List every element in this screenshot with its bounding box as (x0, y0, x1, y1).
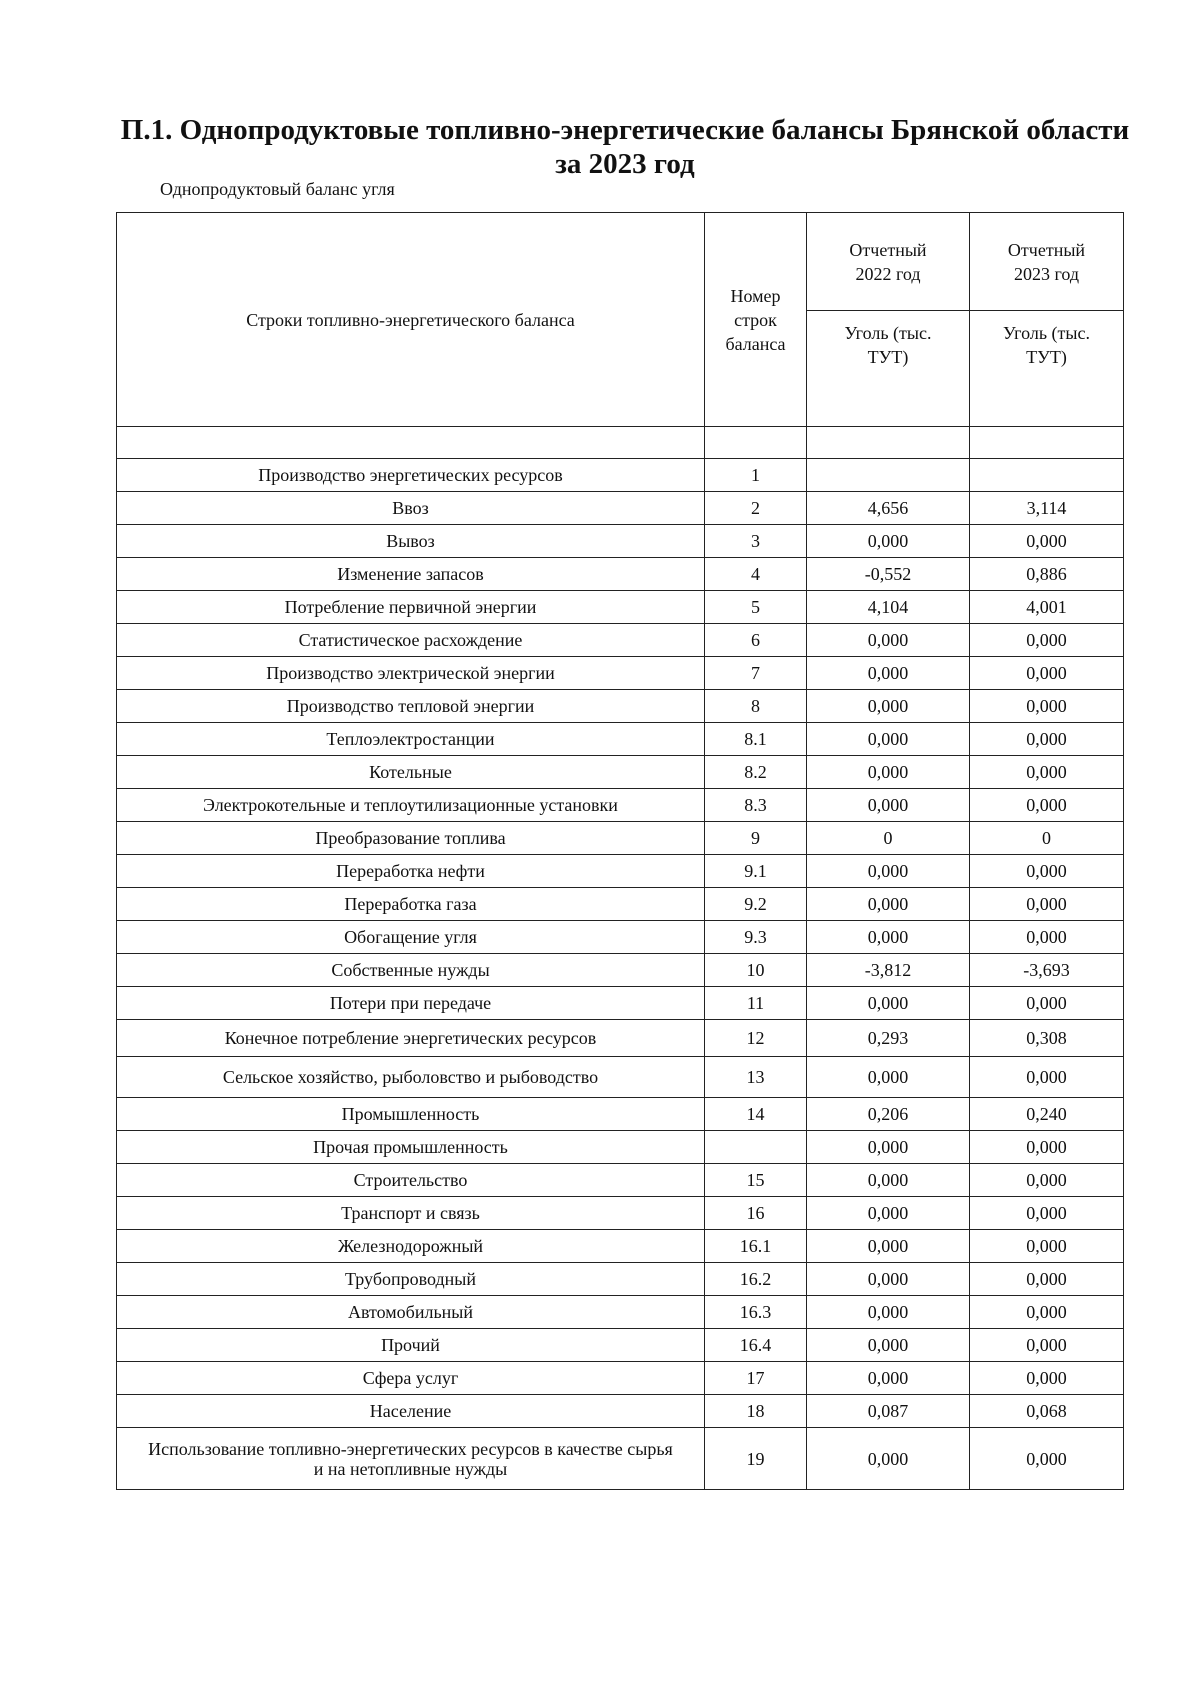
row-number: 15 (705, 1164, 807, 1197)
row-label: Сфера услуг (117, 1362, 705, 1395)
value-2023: -3,693 (970, 954, 1124, 987)
value-2023: 0,000 (970, 921, 1124, 954)
header-period-2022: Отчетный 2022 год (807, 213, 970, 311)
row-number: 6 (705, 624, 807, 657)
row-label: Потребление первичной энергии (117, 591, 705, 624)
table-subtitle: Однопродуктовый баланс угля (160, 179, 395, 199)
row-label: Потери при передаче (117, 987, 705, 1020)
header-period-2023: Отчетный 2023 год (970, 213, 1124, 311)
value-2023: 0,000 (970, 987, 1124, 1020)
value-2022: 0,087 (807, 1395, 970, 1428)
table-row (117, 624, 1124, 657)
value-2023: 0,000 (970, 1263, 1124, 1296)
value-2022: -0,552 (807, 558, 970, 591)
value-2022: 4,656 (807, 492, 970, 525)
table-row (117, 1428, 1124, 1490)
table-row (117, 723, 1124, 756)
row-number: 4 (705, 558, 807, 591)
row-number: 18 (705, 1395, 807, 1428)
value-2023: 0,886 (970, 558, 1124, 591)
table-row (117, 954, 1124, 987)
row-number: 8.2 (705, 756, 807, 789)
row-number: 19 (705, 1428, 807, 1490)
value-2023: 0,000 (970, 1329, 1124, 1362)
row-label: Железнодорожный (117, 1230, 705, 1263)
value-2022: 0,000 (807, 1131, 970, 1164)
row-label: Строительство (117, 1164, 705, 1197)
value-2022: 0,000 (807, 1230, 970, 1263)
row-number: 12 (705, 1020, 807, 1057)
value-2023: 0,000 (970, 1057, 1124, 1098)
value-2022: 0,000 (807, 921, 970, 954)
table-row (117, 1020, 1124, 1057)
row-label: Производство энергетических ресурсов (117, 459, 705, 492)
value-2023: 0,000 (970, 855, 1124, 888)
row-label: Сельское хозяйство, рыболовство и рыбоводство (117, 1057, 705, 1098)
row-number: 16.2 (705, 1263, 807, 1296)
value-2023: 0 (970, 822, 1124, 855)
row-label: Вывоз (117, 525, 705, 558)
value-2022: 0,000 (807, 525, 970, 558)
value-2022 (807, 459, 970, 492)
row-number: 2 (705, 492, 807, 525)
table-row (117, 1263, 1124, 1296)
row-number: 7 (705, 657, 807, 690)
value-2023: 0,000 (970, 1131, 1124, 1164)
row-label: Обогащение угля (117, 921, 705, 954)
header-unit-2022: Уголь (тыс. ТУТ) (807, 311, 970, 427)
value-2022: 0,000 (807, 855, 970, 888)
table-row (117, 1057, 1124, 1098)
value-2022: 0,000 (807, 987, 970, 1020)
value-2023: 0,000 (970, 657, 1124, 690)
row-label: Конечное потребление энергетических ресурсов (117, 1020, 705, 1057)
value-2023: 0,000 (970, 1230, 1124, 1263)
value-2022: 0,000 (807, 1428, 970, 1490)
row-label: Теплоэлектростанции (117, 723, 705, 756)
row-label: Преобразование топлива (117, 822, 705, 855)
header-unit-2023: Уголь (тыс. ТУТ) (970, 311, 1124, 427)
row-number: 3 (705, 525, 807, 558)
value-2022: 4,104 (807, 591, 970, 624)
table-row (117, 459, 1124, 492)
value-2022: 0,000 (807, 1329, 970, 1362)
spacer-row (117, 427, 1124, 459)
value-2023: 0,000 (970, 756, 1124, 789)
value-2023: 0,000 (970, 888, 1124, 921)
row-number: 16.1 (705, 1230, 807, 1263)
row-number: 13 (705, 1057, 807, 1098)
row-number: 8 (705, 690, 807, 723)
value-2023: 0,000 (970, 1164, 1124, 1197)
value-2022: 0,000 (807, 756, 970, 789)
table-row (117, 1098, 1124, 1131)
table-row (117, 525, 1124, 558)
table-row (117, 1395, 1124, 1428)
value-2022: 0,000 (807, 789, 970, 822)
value-2023: 0,000 (970, 525, 1124, 558)
row-label: Производство электрической энергии (117, 657, 705, 690)
table-row (117, 756, 1124, 789)
row-label: Промышленность (117, 1098, 705, 1131)
header-number-label: Номер строк баланса (705, 213, 807, 427)
row-label: Автомобильный (117, 1296, 705, 1329)
row-number: 16.3 (705, 1296, 807, 1329)
row-label: Изменение запасов (117, 558, 705, 591)
row-label: Переработка нефти (117, 855, 705, 888)
value-2022: 0,000 (807, 1362, 970, 1395)
row-number: 9 (705, 822, 807, 855)
value-2023 (970, 459, 1124, 492)
table-row (117, 921, 1124, 954)
value-2022: 0,206 (807, 1098, 970, 1131)
table-row (117, 657, 1124, 690)
header-rows-label: Строки топливно-энергетического баланса (117, 213, 705, 427)
table-row (117, 1296, 1124, 1329)
value-2023: 3,114 (970, 492, 1124, 525)
value-2023: 0,000 (970, 789, 1124, 822)
table-row (117, 1164, 1124, 1197)
value-2022: 0,000 (807, 723, 970, 756)
row-label: Электрокотельные и теплоутилизационные установки (117, 789, 705, 822)
value-2022: 0,000 (807, 1164, 970, 1197)
table-row (117, 1362, 1124, 1395)
document-title: П.1. Однопродуктовые топливно-энергетические балансы Брянской области за 2023 год (120, 114, 1130, 180)
row-label: Прочая промышленность (117, 1131, 705, 1164)
table-row (117, 888, 1124, 921)
value-2022: 0,000 (807, 690, 970, 723)
table-row (117, 855, 1124, 888)
value-2023: 0,000 (970, 1428, 1124, 1490)
row-number: 14 (705, 1098, 807, 1131)
row-number: 1 (705, 459, 807, 492)
row-number: 8.3 (705, 789, 807, 822)
row-label: Население (117, 1395, 705, 1428)
row-number: 11 (705, 987, 807, 1020)
row-label: Транспорт и связь (117, 1197, 705, 1230)
value-2022: 0,000 (807, 1263, 970, 1296)
balance-table (116, 212, 1124, 1490)
value-2023: 0,000 (970, 1296, 1124, 1329)
row-number (705, 1131, 807, 1164)
row-number: 16.4 (705, 1329, 807, 1362)
value-2022: 0,000 (807, 1296, 970, 1329)
row-label: Производство тепловой энергии (117, 690, 705, 723)
row-number: 5 (705, 591, 807, 624)
value-2022: 0,000 (807, 888, 970, 921)
row-label: Использование топливно-энергетических ресурсов в качестве сырья и на нетопливные нужды (117, 1428, 705, 1490)
value-2023: 0,240 (970, 1098, 1124, 1131)
row-label: Собственные нужды (117, 954, 705, 987)
table-row (117, 789, 1124, 822)
value-2022: 0,000 (807, 657, 970, 690)
value-2022: -3,812 (807, 954, 970, 987)
row-number: 9.1 (705, 855, 807, 888)
table-row (117, 1131, 1124, 1164)
row-label: Ввоз (117, 492, 705, 525)
table-row (117, 822, 1124, 855)
table-row (117, 987, 1124, 1020)
row-number: 9.3 (705, 921, 807, 954)
row-number: 9.2 (705, 888, 807, 921)
row-number: 8.1 (705, 723, 807, 756)
table-row (117, 1197, 1124, 1230)
value-2022: 0 (807, 822, 970, 855)
table-row (117, 591, 1124, 624)
value-2022: 0,000 (807, 1057, 970, 1098)
value-2022: 0,000 (807, 1197, 970, 1230)
value-2022: 0,293 (807, 1020, 970, 1057)
table-row (117, 1230, 1124, 1263)
row-label: Статистическое расхождение (117, 624, 705, 657)
table-row (117, 558, 1124, 591)
row-label: Трубопроводный (117, 1263, 705, 1296)
row-label: Переработка газа (117, 888, 705, 921)
value-2022: 0,000 (807, 624, 970, 657)
row-number: 17 (705, 1362, 807, 1395)
table-row (117, 1329, 1124, 1362)
row-label: Котельные (117, 756, 705, 789)
row-label: Прочий (117, 1329, 705, 1362)
value-2023: 0,000 (970, 1197, 1124, 1230)
value-2023: 0,000 (970, 624, 1124, 657)
row-number: 16 (705, 1197, 807, 1230)
value-2023: 0,000 (970, 723, 1124, 756)
table-row (117, 492, 1124, 525)
value-2023: 0,308 (970, 1020, 1124, 1057)
row-number: 10 (705, 954, 807, 987)
table-row (117, 690, 1124, 723)
value-2023: 0,068 (970, 1395, 1124, 1428)
value-2023: 0,000 (970, 1362, 1124, 1395)
value-2023: 0,000 (970, 690, 1124, 723)
value-2023: 4,001 (970, 591, 1124, 624)
